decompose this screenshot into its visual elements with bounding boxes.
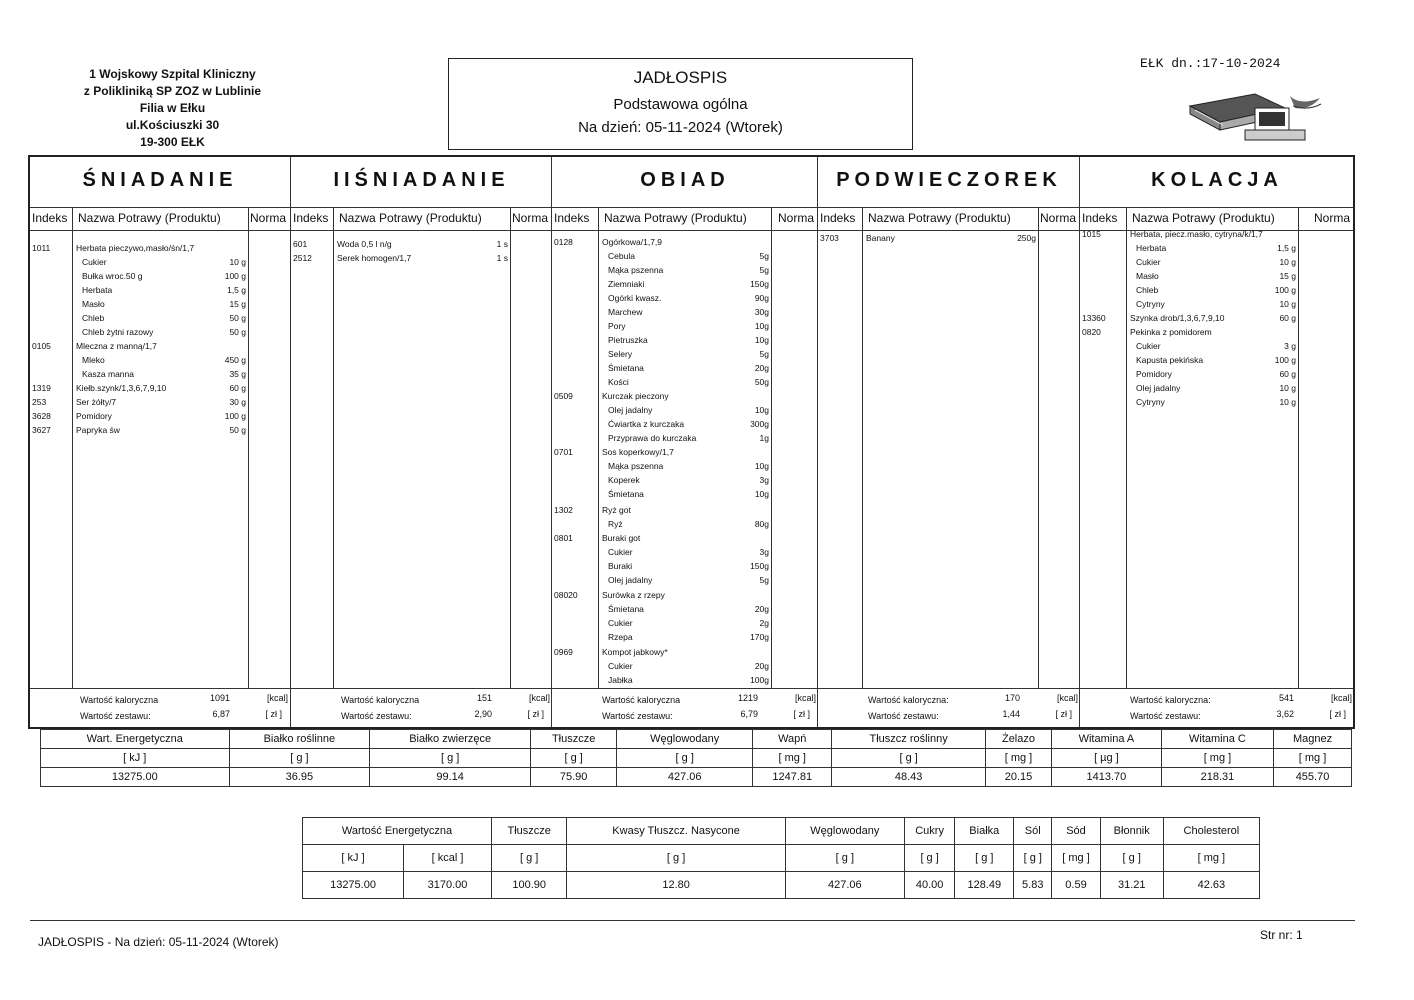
calorie-unit: [kcal]: [1330, 693, 1352, 703]
cost-value: 2,90: [474, 709, 492, 719]
nutrient-header: Wart. Energetyczna: [41, 730, 230, 749]
nutrient-unit: [ g ]: [491, 845, 566, 872]
row-product-name: Chleb żytni razowy: [82, 327, 154, 337]
meal-summary: [552, 688, 818, 727]
row-product-name: Olej jadalny: [608, 405, 653, 415]
row-norm: 1,5 g: [227, 285, 246, 295]
row-norm: 100 g: [1274, 285, 1296, 295]
row-norm: 100 g: [1274, 355, 1296, 365]
row-product-name: Mleko: [82, 355, 105, 365]
nutrient-header: Cholesterol: [1163, 818, 1259, 845]
nutrient-header: Tłuszcze: [531, 730, 617, 749]
header-norm: Norma: [1039, 211, 1076, 225]
row-product-name: Szynka drob/1,3,6,7,9,10: [1130, 313, 1225, 323]
calorie-label: Wartość kaloryczna:: [868, 695, 949, 705]
nutrient-value: 75.90: [531, 768, 617, 787]
menu-date: Na dzień: 05-11-2024 (Wtorek): [578, 119, 783, 136]
row-product-name: Pory: [608, 321, 626, 331]
calorie-label: Wartość kaloryczna: [341, 695, 420, 705]
row-norm: 300g: [750, 419, 769, 429]
row-product-name: Śmietana: [608, 363, 644, 373]
row-product-name: Papryka św: [76, 425, 120, 435]
calorie-value: 1219: [737, 693, 758, 703]
row-product-name: Cukier: [82, 257, 107, 267]
row-norm: 1,5 g: [1277, 243, 1296, 253]
nutrient-unit: [ mg ]: [1161, 749, 1273, 768]
nutrient-value: 20.15: [985, 768, 1051, 787]
nutrient-unit: [ µg ]: [1051, 749, 1161, 768]
row-index: 601: [293, 239, 308, 249]
nutrient-unit: [ g ]: [785, 845, 904, 872]
row-product-name: Cukier: [1136, 257, 1161, 267]
row-product-name: Kompot jabkowy*: [602, 647, 668, 657]
row-norm: 150g: [750, 561, 769, 571]
row-product-name: Cebula: [608, 251, 635, 261]
row-product-name: Woda 0,5 l n/g: [337, 239, 392, 249]
nutrient-unit: [ mg ]: [1274, 749, 1352, 768]
hospital-line: 1 Wojskowy Szpital Kliniczny: [89, 67, 256, 81]
cost-value: 1,44: [1002, 709, 1020, 719]
header-index: Indeks: [820, 211, 856, 225]
nutrient-unit: [ mg ]: [985, 749, 1051, 768]
calorie-unit: [kcal]: [1056, 693, 1078, 703]
nutrient-header: Magnez: [1274, 730, 1352, 749]
column-divider: [1038, 207, 1039, 689]
row-product-name: Śmietana: [608, 489, 644, 499]
row-norm: 1 s: [496, 253, 508, 263]
row-norm: 450 g: [224, 355, 246, 365]
hospital-line: ul.Kościuszki 30: [125, 118, 220, 132]
row-norm: 90g: [754, 293, 769, 303]
row-product-name: Herbata pieczywo,masło/śn/1,7: [76, 243, 195, 253]
calorie-value: 541: [1278, 693, 1294, 703]
nutrient-unit: [ kJ ]: [303, 845, 404, 872]
row-norm: 10 g: [1279, 299, 1296, 309]
row-norm: 250g: [1017, 233, 1036, 243]
column-divider: [333, 207, 334, 689]
row-product-name: Cukier: [608, 618, 633, 628]
row-product-name: Mąka pszenna: [608, 461, 664, 471]
row-product-name: Kapusta pekińska: [1136, 355, 1204, 365]
nutrient-unit: [ g ]: [1100, 845, 1163, 872]
row-norm: 5g: [759, 251, 769, 261]
nutrient-header: Wartość Energetyczna: [303, 818, 492, 845]
row-index: 1015: [1082, 229, 1101, 239]
row-product-name: Ser żółty/7: [76, 397, 117, 407]
cost-value: 6,79: [740, 709, 758, 719]
nutrient-value: 13275.00: [41, 768, 230, 787]
row-norm: 100 g: [224, 271, 246, 281]
nutrient-value: 1247.81: [753, 768, 832, 787]
row-product-name: Kurczak pieczony: [602, 391, 669, 401]
nutrient-value: 0.59: [1052, 872, 1100, 899]
row-norm: 20g: [754, 604, 769, 614]
row-norm: 30g: [754, 307, 769, 317]
nutrient-header: Cukry: [904, 818, 955, 845]
cost-unit: [ zł ]: [527, 709, 544, 719]
nutrient-value: 36.95: [229, 768, 370, 787]
nutrient-header: Białko roślinne: [229, 730, 370, 749]
hospital-address: [40, 66, 305, 151]
row-product-name: Jabłka: [608, 675, 633, 685]
row-index: 0105: [32, 341, 51, 351]
meal-summary: [30, 688, 290, 727]
header-name: Nazwa Potrawy (Produktu): [78, 211, 221, 225]
row-norm: 10 g: [1279, 397, 1296, 407]
row-product-name: Ćwiartka z kurczaka: [608, 419, 685, 429]
meal-summary: [291, 688, 552, 727]
nutrition-label-table: [302, 817, 1260, 899]
row-index: 1011: [32, 243, 51, 253]
hospital-line: Filia w Ełku: [139, 101, 206, 115]
row-norm: 50 g: [229, 327, 246, 337]
menu-table: [28, 155, 1355, 729]
row-norm: 2g: [759, 618, 769, 628]
column-divider: [1298, 207, 1299, 689]
row-norm: 10 g: [1279, 383, 1296, 393]
nutrient-unit: [ mg ]: [1052, 845, 1100, 872]
column-divider: [771, 207, 772, 689]
meal-title: KOLACJA: [1151, 169, 1283, 191]
row-product-name: Chleb: [1136, 285, 1159, 295]
nutrient-value: 5.83: [1014, 872, 1052, 899]
meal-summary: [818, 688, 1080, 727]
row-product-name: Herbata: [82, 285, 113, 295]
row-norm: 60 g: [1279, 369, 1296, 379]
row-product-name: Ogórki kwasz.: [608, 293, 662, 303]
row-product-name: Masło: [82, 299, 105, 309]
meal-title: IIŚNIADANIE: [333, 169, 510, 191]
row-product-name: Cytryny: [1136, 397, 1165, 407]
row-product-name: Banany: [866, 233, 895, 243]
column-header: [552, 207, 818, 231]
nutrient-value: 48.43: [832, 768, 986, 787]
nutrient-header: Białko zwierzęce: [370, 730, 531, 749]
row-product-name: Pekinka z pomidorem: [1130, 327, 1212, 337]
nutrient-unit: [ g ]: [617, 749, 753, 768]
header-norm: Norma: [777, 211, 814, 225]
row-product-name: Ryż got: [602, 505, 631, 515]
row-product-name: Pomidory: [76, 411, 112, 421]
cost-value: 6,87: [212, 709, 230, 719]
calorie-unit: [kcal]: [528, 693, 550, 703]
row-product-name: Herbata, piecz.masło, cytryna/k/1,7: [1130, 229, 1263, 239]
print-date: EŁK dn.:17-10-2024: [1140, 56, 1281, 71]
row-product-name: Śmietana: [608, 604, 644, 614]
header-name: Nazwa Potrawy (Produktu): [868, 211, 1011, 225]
column-header: [818, 207, 1080, 231]
row-norm: 30 g: [229, 397, 246, 407]
nutrient-unit: [ g ]: [832, 749, 986, 768]
row-norm: 1 s: [496, 239, 508, 249]
column-divider: [862, 207, 863, 689]
nutrient-unit: [ mg ]: [1163, 845, 1259, 872]
row-product-name: Sos koperkowy/1,7: [602, 447, 674, 457]
nutrient-unit: [ g ]: [531, 749, 617, 768]
header-name: Nazwa Potrawy (Produktu): [1132, 211, 1275, 225]
meal-summary: [1080, 688, 1354, 727]
row-norm: 10 g: [1279, 257, 1296, 267]
row-index: 0969: [554, 647, 573, 657]
nutrient-header: Sód: [1052, 818, 1100, 845]
cost-unit: [ zł ]: [265, 709, 282, 719]
row-norm: 10 g: [229, 257, 246, 267]
hospital-line: 19-300 EŁK: [140, 135, 205, 149]
row-product-name: Cukier: [1136, 341, 1161, 351]
page-number: Str nr: 1: [1260, 928, 1303, 942]
row-norm: 5g: [759, 575, 769, 585]
row-norm: 10g: [754, 405, 769, 415]
header-index: Indeks: [32, 211, 68, 225]
nutrient-unit: [ g ]: [904, 845, 955, 872]
meal-column: [290, 157, 552, 727]
nutrient-value: 3170.00: [404, 872, 492, 899]
meal-column: [1079, 157, 1354, 727]
cost-unit: [ zł ]: [793, 709, 810, 719]
nutrient-value: 455.70: [1274, 768, 1352, 787]
nutrient-value: 128.49: [955, 872, 1014, 899]
header-index: Indeks: [293, 211, 329, 225]
row-norm: 35 g: [229, 369, 246, 379]
row-index: 253: [32, 397, 47, 407]
row-product-name: Mleczna z manną/1,7: [76, 341, 157, 351]
header-norm: Norma: [1313, 211, 1350, 225]
row-norm: 3 g: [1284, 341, 1296, 351]
column-divider: [1126, 207, 1127, 689]
row-norm: 3g: [759, 475, 769, 485]
row-index: 0801: [554, 533, 573, 543]
row-product-name: Kości: [608, 377, 629, 387]
row-norm: 5g: [759, 265, 769, 275]
nutrient-value: 31.21: [1100, 872, 1163, 899]
row-index: 13360: [1082, 313, 1106, 323]
row-product-name: Rzepa: [608, 632, 633, 642]
row-product-name: Cytryny: [1136, 299, 1165, 309]
row-index: 0701: [554, 447, 573, 457]
nutrient-unit: [ g ]: [229, 749, 370, 768]
calorie-value: 151: [476, 693, 492, 703]
row-product-name: Ogórkowa/1,7,9: [602, 237, 663, 247]
nutrient-unit: [ g ]: [370, 749, 531, 768]
row-product-name: Cukier: [608, 547, 633, 557]
header-index: Indeks: [554, 211, 590, 225]
row-product-name: Buraki got: [602, 533, 641, 543]
nutrient-unit: [ g ]: [955, 845, 1014, 872]
row-norm: 10g: [754, 489, 769, 499]
row-norm: 50 g: [229, 425, 246, 435]
cost-label: Wartość zestawu:: [1130, 711, 1201, 721]
header-index: Indeks: [1082, 211, 1118, 225]
calorie-label: Wartość kaloryczna: [80, 695, 159, 705]
row-index: 3628: [32, 411, 51, 421]
row-norm: 20g: [754, 363, 769, 373]
column-header: [30, 207, 290, 231]
cost-value: 3,62: [1276, 709, 1294, 719]
row-product-name: Serek homogen/1,7: [337, 253, 412, 263]
nutrient-unit: [ g ]: [1014, 845, 1052, 872]
column-divider: [510, 207, 511, 689]
row-norm: 15 g: [1279, 271, 1296, 281]
page-title: JADŁOSPIS: [633, 68, 728, 87]
nutrient-value: 427.06: [617, 768, 753, 787]
row-product-name: Bułka wroc.50 g: [82, 271, 143, 281]
row-norm: 150g: [750, 279, 769, 289]
cost-unit: [ zł ]: [1055, 709, 1072, 719]
nutrient-header: Kwasy Tłuszcz. Nasycone: [567, 818, 785, 845]
row-norm: 20g: [754, 661, 769, 671]
diet-name: Podstawowa ogólna: [613, 96, 748, 113]
calorie-label: Wartość kaloryczna: [602, 695, 681, 705]
row-index: 2512: [293, 253, 312, 263]
cost-label: Wartość zestawu:: [602, 711, 673, 721]
calorie-unit: [kcal]: [794, 693, 816, 703]
nutrient-value: 12.80: [567, 872, 785, 899]
header-norm: Norma: [249, 211, 286, 225]
row-index: 1302: [554, 505, 573, 515]
nutrient-header: Tłuszcz roślinny: [832, 730, 986, 749]
row-norm: 50g: [754, 377, 769, 387]
meal-column: [551, 157, 818, 727]
cost-unit: [ zł ]: [1329, 709, 1346, 719]
meal-title: OBIAD: [640, 169, 730, 191]
calorie-value: 1091: [209, 693, 230, 703]
calorie-value: 170: [1004, 693, 1020, 703]
row-product-name: Kasza manna: [82, 369, 134, 379]
nutrient-unit: [ kcal ]: [404, 845, 492, 872]
book-computer-logo-icon: [1185, 86, 1325, 146]
nutrient-header: Witamina C: [1161, 730, 1273, 749]
nutrient-header: Wapń: [753, 730, 832, 749]
row-product-name: Ziemniaki: [608, 279, 645, 289]
row-norm: 5g: [759, 349, 769, 359]
nutrient-value: 42.63: [1163, 872, 1259, 899]
column-divider: [72, 207, 73, 689]
row-product-name: Olej jadalny: [1136, 383, 1181, 393]
nutrient-header: Żelazo: [985, 730, 1051, 749]
nutrient-header: Witamina A: [1051, 730, 1161, 749]
nutrient-value: 99.14: [370, 768, 531, 787]
nutrient-value: 100.90: [491, 872, 566, 899]
row-norm: 100g: [750, 675, 769, 685]
row-product-name: Masło: [1136, 271, 1159, 281]
row-product-name: Koperek: [608, 475, 640, 485]
nutrient-value: 40.00: [904, 872, 955, 899]
row-norm: 15 g: [229, 299, 246, 309]
header-name: Nazwa Potrawy (Produktu): [604, 211, 747, 225]
nutrition-summary-table: [40, 729, 1352, 787]
meal-title: ŚNIADANIE: [82, 169, 238, 191]
row-norm: 60 g: [229, 383, 246, 393]
nutrient-value: 218.31: [1161, 768, 1273, 787]
nutrient-value: 13275.00: [303, 872, 404, 899]
column-divider: [248, 207, 249, 689]
hospital-line: z Polikliniką SP ZOZ w Lublinie: [83, 84, 262, 98]
column-header: [1080, 207, 1354, 231]
column-header: [291, 207, 552, 231]
cost-label: Wartość zestawu:: [80, 711, 151, 721]
header-name: Nazwa Potrawy (Produktu): [339, 211, 482, 225]
row-index: 3627: [32, 425, 51, 435]
meal-title: PODWIECZOREK: [836, 169, 1062, 191]
nutrient-header: Tłuszcze: [491, 818, 566, 845]
nutrient-header: Węglowodany: [785, 818, 904, 845]
nutrient-header: Sól: [1014, 818, 1052, 845]
calorie-unit: [kcal]: [266, 693, 288, 703]
nutrient-header: Węglowodany: [617, 730, 753, 749]
nutrient-value: 427.06: [785, 872, 904, 899]
row-norm: 100 g: [224, 411, 246, 421]
row-norm: 50 g: [229, 313, 246, 323]
column-divider: [598, 207, 599, 689]
footer-divider: [30, 920, 1355, 921]
row-norm: 170g: [750, 632, 769, 642]
row-product-name: Olej jadalny: [608, 575, 653, 585]
row-product-name: Pomidory: [1136, 369, 1172, 379]
row-product-name: Surówka z rzepy: [602, 590, 665, 600]
row-index: 1319: [32, 383, 51, 393]
row-product-name: Mąka pszenna: [608, 265, 664, 275]
nutrient-unit: [ kJ ]: [41, 749, 230, 768]
nutrient-unit: [ g ]: [567, 845, 785, 872]
header-norm: Norma: [511, 211, 548, 225]
cost-label: Wartość zestawu:: [341, 711, 412, 721]
calorie-label: Wartość kaloryczna:: [1130, 695, 1211, 705]
row-product-name: Herbata: [1136, 243, 1167, 253]
nutrient-header: Białka: [955, 818, 1014, 845]
row-norm: 80g: [754, 519, 769, 529]
row-norm: 10g: [754, 461, 769, 471]
row-product-name: Kiełb.szynk/1,3,6,7,9,10: [76, 383, 167, 393]
row-product-name: Ryż: [608, 519, 623, 529]
row-product-name: Pietruszka: [608, 335, 648, 345]
row-norm: 3g: [759, 547, 769, 557]
meal-column: [30, 157, 290, 727]
cost-label: Wartość zestawu:: [868, 711, 939, 721]
row-product-name: Cukier: [608, 661, 633, 671]
row-index: 0820: [1082, 327, 1101, 337]
row-norm: 10g: [754, 321, 769, 331]
row-product-name: Marchew: [608, 307, 643, 317]
row-index: 0128: [554, 237, 573, 247]
row-norm: 60 g: [1279, 313, 1296, 323]
row-index: 08020: [554, 590, 578, 600]
row-product-name: Buraki: [608, 561, 633, 571]
nutrient-unit: [ mg ]: [753, 749, 832, 768]
row-product-name: Chleb: [82, 313, 105, 323]
row-product-name: Selery: [608, 349, 633, 359]
meal-column: [817, 157, 1080, 727]
row-norm: 10g: [754, 335, 769, 345]
row-index: 0509: [554, 391, 573, 401]
nutrient-header: Błonnik: [1100, 818, 1163, 845]
row-product-name: Przyprawa do kurczaka: [608, 433, 697, 443]
row-index: 3703: [820, 233, 839, 243]
nutrient-value: 1413.70: [1051, 768, 1161, 787]
row-norm: 1g: [759, 433, 769, 443]
title-box: [448, 58, 913, 150]
footer-text: JADŁOSPIS - Na dzień: 05-11-2024 (Wtorek): [38, 935, 279, 949]
